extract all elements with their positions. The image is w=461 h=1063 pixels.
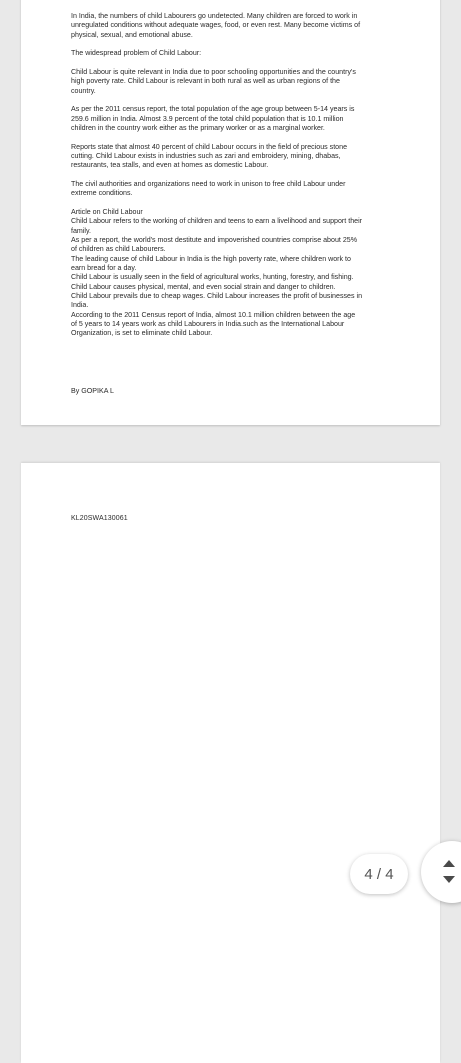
text-line: Child Labour causes physical, mental, and even social strain and danger to children.	[71, 282, 336, 291]
text-line: country.	[71, 86, 96, 95]
text-line: physical, sexual, and emotional abuse.	[71, 30, 193, 39]
text-line: high poverty rate. Child Labour is relevant in both rural as well as urban regions of the	[71, 77, 340, 86]
text-line: of children as child Labourers.	[71, 245, 166, 254]
text-line: 259.6 million in India. Almost 3.9 percent of the total child population that is 10.1 million	[71, 114, 344, 123]
page-indicator: 4 / 4	[350, 854, 408, 894]
text-line: Organization, is set to eliminate child Labour.	[71, 329, 213, 338]
text-line: The civil authorities and organizations need to work in unison to free child Labour under	[71, 179, 346, 188]
page-text-content	[71, 12, 416, 348]
text-line: Child Labour is quite relevant in India due to poor schooling opportunities and the country's	[71, 67, 356, 76]
reference-code: KL20SWA130061	[71, 515, 128, 522]
text-line: Child Labour prevails due to cheap wages. Child Labour increases the profit of businesses in	[71, 292, 363, 301]
text-line: extreme conditions.	[71, 189, 133, 198]
text-line: of 5 years to 14 years work as child Labourers in India.such as the International Labour	[71, 320, 345, 329]
text-line: cutting. Child Labour exists in industries such as zari and embroidery, mining, dhabas,	[71, 151, 341, 160]
text-line: Reports state that almost 40 percent of child Labour occurs in the field of precious stone	[71, 142, 348, 151]
text-line: According to the 2011 Census report of India, almost 10.1 million children between the age	[71, 310, 356, 319]
arrow-up-icon	[443, 860, 455, 867]
text-line: Child Labour refers to the working of children and teens to earn a livelihood and support their	[71, 217, 363, 226]
author-byline: By GOPIKA L	[71, 387, 114, 395]
text-line: As per a report, the world's most destitute and impoverished countries comprise about 25%	[71, 235, 358, 244]
paragraph-intro	[71, 12, 416, 40]
text-line: The widespread problem of Child Labour:	[71, 49, 202, 58]
paragraph-heading-widespread	[71, 49, 416, 58]
text-line: earn bread for a day.	[71, 264, 137, 272]
document-page-4	[21, 463, 440, 1063]
paragraph-census	[71, 105, 416, 133]
text-line: The leading cause of child Labour in India is the high poverty rate, where children work to	[71, 254, 351, 263]
text-line: unregulated conditions without adequate wages, food, or even rest. Many become victims of	[71, 21, 361, 30]
document-page-3	[21, 0, 440, 425]
text-line: India.	[71, 301, 89, 310]
paragraph-reports	[71, 143, 416, 171]
arrow-down-icon	[443, 876, 455, 883]
article-heading: Article on Child Labour	[71, 207, 143, 216]
text-line: children in the country work either as the primary worker or as a marginal worker.	[71, 123, 325, 132]
text-line: As per the 2011 census report, the total population of the age group between 5-14 years is	[71, 105, 355, 114]
paragraph-relevance	[71, 68, 416, 96]
text-line: In India, the numbers of child Labourers go undetected. Many children are forced to work in	[71, 12, 358, 20]
text-line: family.	[71, 226, 91, 235]
text-line: Child Labour is usually seen in the field of agricultural works, hunting, forestry, and fishing.	[71, 273, 354, 282]
text-line: restaurants, tea stalls, and even at homes as domestic Labour.	[71, 161, 269, 170]
paragraph-authorities	[71, 180, 416, 199]
article-section	[71, 208, 416, 339]
